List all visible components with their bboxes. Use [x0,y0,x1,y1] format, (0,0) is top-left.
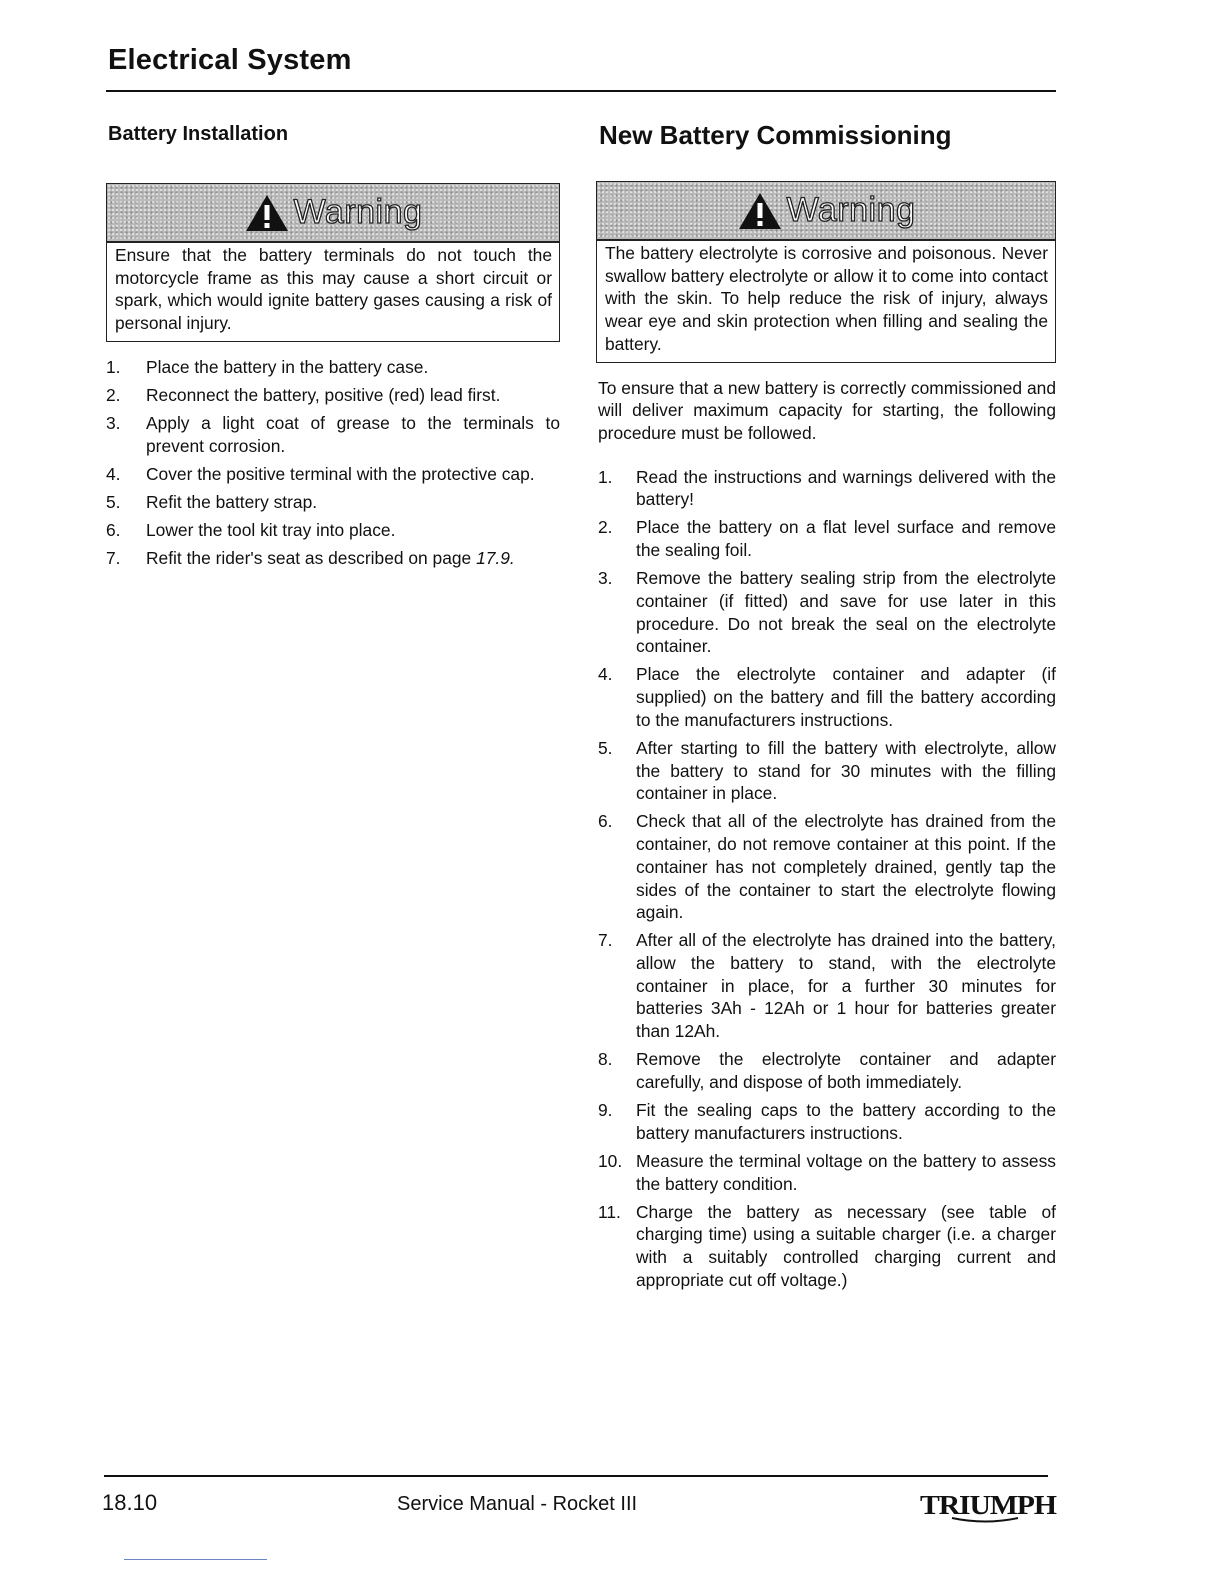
list-item [596,567,1056,658]
step-text: Place the battery in the battery case. [146,356,429,377]
installation-steps [106,356,560,570]
step-number: 5. [598,737,613,758]
step-text: Remove the battery sealing strip from the electrolyte container (if fitted) and save for use later in this procedure. Do not break the seal on the electrolyte container. [636,568,1056,657]
step-number: 3. [598,568,613,589]
list-item [106,384,560,407]
section-heading-new-battery-commissioning: New Battery Commissioning [599,120,952,150]
page-title: Electrical System [108,44,352,76]
step-text: Fit the sealing caps to the battery according to the battery manufacturers instructions. [636,1100,1056,1143]
step-number: 7. [106,548,121,569]
step-number: 7. [598,930,613,951]
step-text: Place the electrolyte container and adapter (if supplied) on the battery and fill the battery according to the manufacturers instructions. [636,664,1056,730]
warning-box-electrolyte [596,181,1056,363]
warning-text: Ensure that the battery terminals do not touch the motorcycle frame as this may cause a short circuit or spark, which would ignite battery gases causing a risk of personal injury. [115,245,552,334]
triumph-logo: TRIUMPH [920,1490,1056,1520]
step-number: 1. [598,466,613,487]
step-number: 5. [106,491,121,512]
step-number: 6. [106,519,121,540]
new-battery-commissioning-section [596,118,1056,1297]
list-item [596,737,1056,805]
warning-triangle-icon [244,193,290,233]
manual-title: Service Manual - Rocket III [397,1493,638,1515]
warning-header [597,182,1055,241]
page-reference-link[interactable]: 17.9. [476,548,515,569]
warning-label: Warning [293,193,423,231]
header-rule [106,90,1056,92]
step-text: Lower the tool kit tray into place. [146,519,396,540]
step-number: 4. [598,664,613,685]
step-number: 1. [106,356,121,377]
step-text: Charge the battery as necessary (see table of charging time) using a suitable charger (i.e. a charger with a suitably controlled charging current and appropriate cut off voltage.) [636,1201,1056,1290]
step-number: 4. [106,463,121,484]
list-item [106,547,560,570]
step-number: 2. [106,384,121,405]
logo-swoosh-icon [950,1517,1020,1523]
step-text: Reconnect the battery, positive (red) lead first. [146,384,501,405]
list-item [596,1048,1056,1093]
step-text: Check that all of the electrolyte has drained from the container, do not remove container at this point. If the container has not completely drained, gently tap the sides of the container to start the electrolyte flowing again. [636,811,1056,923]
step-text: Place the battery on a flat level surface and remove the sealing foil. [636,517,1056,561]
list-item [596,1201,1056,1292]
list-item [596,810,1056,924]
section-heading-battery-installation: Battery Installation [108,123,289,145]
step-number: 3. [106,413,121,433]
warning-triangle-icon [737,191,783,231]
battery-installation-section [106,118,560,575]
step-text: Refit the battery strap. [146,491,318,512]
step-text: After starting to fill the battery with electrolyte, allow the battery to stand for 30 minutes with the filling container in place. [636,737,1056,804]
page-number: 18.10 [102,1490,158,1515]
list-item [596,1150,1056,1195]
list-item [106,491,560,514]
footer-rule [104,1475,1048,1477]
step-text: Measure the terminal voltage on the battery to assess the battery condition. [636,1150,1056,1194]
warning-text: The battery electrolyte is corrosive and poisonous. Never swallow battery electrolyte or allow it to come into contact with the skin. To help reduce the risk of injury, always wear eye and skin protection when filling and sealing the battery. [605,243,1048,354]
list-item [106,463,560,486]
step-number: 11. [598,1201,621,1222]
step-number: 6. [598,811,613,832]
intro-paragraph: To ensure that a new battery is correctly commissioned and will deliver maximum capacity for starting, the following procedure must be followed. [598,377,1056,443]
step-text: Refit the rider's seat as described on page [146,548,472,569]
list-item [596,516,1056,561]
list-item [106,356,560,379]
step-text: Read the instructions and warnings delivered with the battery! [636,466,1056,510]
step-number: 9. [598,1100,613,1121]
list-item [596,1099,1056,1144]
page-link-underline [124,1559,267,1560]
step-text: After all of the electrolyte has drained into the battery, allow the battery to stand, with the electrolyte container in place, for a further 30 minutes for batteries 3Ah - 12Ah or 1 hour for batteries greater than 12Ah. [636,930,1056,1042]
step-number: 8. [598,1049,613,1070]
step-text: Apply a light coat of grease to the terminals to prevent corrosion. [146,413,560,456]
warning-box-terminals [106,183,560,342]
list-item [106,519,560,542]
list-item [596,466,1056,511]
warning-header [107,184,559,243]
step-text: Remove the electrolyte container and adapter carefully, and dispose of both immediately. [636,1049,1056,1092]
step-text: Cover the positive terminal with the protective cap. [146,463,535,484]
warning-label: Warning [786,191,916,229]
step-number: 2. [598,517,613,538]
step-number: 10. [598,1150,623,1171]
commissioning-steps [596,466,1056,1292]
list-item [596,663,1056,731]
list-item [106,412,560,457]
list-item [596,929,1056,1043]
